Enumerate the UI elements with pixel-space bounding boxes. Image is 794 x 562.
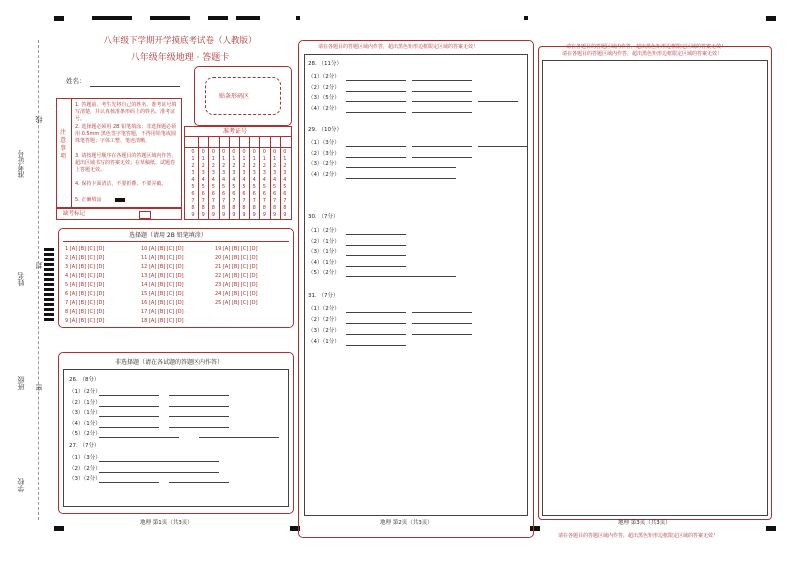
exam-digit[interactable]: 3: [252, 170, 256, 176]
exam-digit[interactable]: 1: [201, 156, 205, 162]
answer-line[interactable]: [346, 146, 406, 147]
exam-digit[interactable]: 6: [262, 191, 266, 197]
notice-box: [56, 98, 182, 208]
exam-digit[interactable]: 7: [201, 198, 205, 204]
answer-line[interactable]: [169, 427, 229, 428]
registration-mark: [150, 16, 190, 20]
exam-digit[interactable]: 4: [222, 177, 226, 183]
exam-digit[interactable]: 2: [262, 163, 266, 169]
answer-item-label: （1）（3分）: [308, 140, 340, 146]
side-ticks: [44, 248, 54, 321]
registration-mark: [766, 526, 776, 531]
side-label-name: 姓名: [17, 272, 25, 286]
exam-digit[interactable]: 1: [273, 156, 277, 162]
answer-line[interactable]: [346, 312, 406, 313]
exam-digit[interactable]: 8: [262, 205, 266, 211]
answer-item-label: （4）（1分）: [69, 420, 101, 427]
binding-line: [38, 40, 39, 520]
exam-digit[interactable]: 6: [273, 191, 277, 197]
answer-line[interactable]: [169, 416, 229, 417]
exam-digit[interactable]: 2: [201, 163, 205, 169]
mc-question[interactable]: 24 [A] [B] [C] [D]: [215, 291, 258, 297]
answer-line[interactable]: [412, 91, 472, 92]
exam-digit[interactable]: 2: [273, 163, 277, 169]
exam-digit[interactable]: 9: [211, 212, 215, 218]
exam-digit[interactable]: 7: [283, 198, 287, 204]
answer-item-label: （4）（2分）: [308, 105, 340, 112]
answer-line[interactable]: [199, 437, 279, 438]
answer-line[interactable]: [346, 101, 406, 102]
answer-item-label: （2）（1分）: [69, 399, 101, 406]
mc-question[interactable]: 25 [A] [B] [C] [D]: [215, 300, 258, 306]
q26-title: 26. （8分）: [69, 377, 100, 383]
registration-mark: [236, 16, 260, 20]
mc-question[interactable]: 1 [A] [B] [C] [D]: [65, 246, 105, 252]
answer-line[interactable]: [346, 266, 406, 267]
exam-digit[interactable]: 4: [262, 177, 266, 183]
exam-digit[interactable]: 1: [252, 156, 256, 162]
answer-line[interactable]: [412, 101, 472, 102]
answer-item-label: （2）（1分）: [308, 238, 340, 245]
exam-digit[interactable]: 8: [232, 205, 236, 211]
answer-item-label: （5）（2分）: [308, 270, 340, 276]
nonmc-section: [58, 352, 294, 514]
exam-digit[interactable]: 1: [283, 156, 287, 162]
exam-digit[interactable]: 5: [191, 184, 195, 190]
mc-question[interactable]: 2 [A] [B] [C] [D]: [65, 255, 105, 261]
page-2-answer-box: [304, 54, 528, 516]
page-footer-2: 地理 第2页（共3页）: [380, 520, 433, 526]
notice-item: 4. 保持卡面清洁，不要折叠、不要弄破。: [75, 181, 167, 187]
exam-digit[interactable]: 2: [191, 163, 195, 169]
exam-digit[interactable]: 9: [222, 212, 226, 218]
answer-line[interactable]: [99, 395, 159, 396]
q27-title: 27. （7分）: [69, 443, 100, 449]
exam-digit[interactable]: 8: [222, 205, 226, 211]
filled-example: [115, 198, 125, 202]
mc-question[interactable]: 23 [A] [B] [C] [D]: [215, 282, 258, 288]
answer-line[interactable]: [346, 334, 406, 335]
barcode-label: 贴条形码区: [219, 93, 250, 100]
answer-item-label: （1）（2分）: [308, 74, 340, 80]
registration-mark: [208, 16, 228, 20]
answer-line[interactable]: [412, 323, 472, 324]
answer-item-label: （1）（2分）: [308, 228, 340, 234]
mc-question[interactable]: 6 [A] [B] [C] [D]: [65, 291, 105, 297]
answer-line[interactable]: [412, 334, 472, 335]
page-subtitle: 八年级年级地理 · 答题卡: [130, 53, 230, 63]
mc-question[interactable]: 8 [A] [B] [C] [D]: [65, 309, 105, 315]
page-3-warning-bottom: 请在各题目的答题区域内作答，超出黑色矩形边框限定区域的答案无效！: [558, 533, 719, 539]
exam-digit[interactable]: 5: [201, 184, 205, 190]
exam-digit[interactable]: 2: [222, 163, 226, 169]
page-3-warning-top: 请在各题目的答题区域内作答，超出黑色矩形边框限定区域的答案无效！: [566, 44, 727, 50]
mc-question[interactable]: 3 [A] [B] [C] [D]: [65, 264, 105, 270]
mc-question[interactable]: 21 [A] [B] [C] [D]: [215, 264, 258, 270]
exam-digit[interactable]: 9: [191, 212, 195, 218]
exam-digit[interactable]: 6: [201, 191, 205, 197]
answer-line[interactable]: [99, 461, 219, 462]
side-label-school: 学校: [17, 478, 25, 492]
exam-digit[interactable]: 7: [232, 198, 236, 204]
answer-line[interactable]: [99, 416, 159, 417]
answer-line[interactable]: [99, 437, 179, 438]
exam-digit[interactable]: 5: [211, 184, 215, 190]
answer-line[interactable]: [169, 482, 229, 483]
mc-title: 选择题（请用 2B 铅笔填涂）: [129, 232, 207, 239]
mc-question[interactable]: 9 [A] [B] [C] [D]: [65, 318, 105, 324]
side-label-line: 线: [35, 116, 43, 123]
answer-line[interactable]: [346, 80, 406, 81]
name-field[interactable]: [90, 86, 180, 87]
exam-digit[interactable]: 0: [273, 149, 277, 155]
exam-digit[interactable]: 2: [283, 163, 287, 169]
exam-digit[interactable]: 4: [201, 177, 205, 183]
exam-digit[interactable]: 2: [242, 163, 246, 169]
exam-digit[interactable]: 4: [211, 177, 215, 183]
exam-digit[interactable]: 7: [273, 198, 277, 204]
answer-item-label: （3）（2分）: [69, 476, 101, 482]
exam-digit[interactable]: 6: [252, 191, 256, 197]
exam-digit[interactable]: 5: [252, 184, 256, 190]
answer-item-label: （2）（2分）: [308, 84, 340, 91]
exam-digit[interactable]: 7: [191, 198, 195, 204]
answer-item-label: （3）（1分）: [69, 410, 101, 416]
side-label-bind: 密: [35, 384, 43, 391]
exam-digit[interactable]: 7: [211, 198, 215, 204]
page-title: 八年级下学期开学摸底考试卷（人教版）: [103, 36, 257, 46]
notice-item: 1. 答题前，考生先将自己的姓名、准考证号填写清楚，并认真核准条形码上的姓名、准考证号。: [75, 102, 177, 122]
mc-question[interactable]: 4 [A] [B] [C] [D]: [65, 273, 105, 279]
exam-digit[interactable]: 0: [211, 149, 215, 155]
answer-item-label: （3）（2分）: [308, 328, 340, 334]
answer-item-label: （3）（2分）: [308, 161, 340, 167]
exam-digit[interactable]: 3: [262, 170, 266, 176]
registration-mark: [766, 16, 776, 21]
side-label-exam-no: 准考证号: [17, 150, 25, 178]
answer-line[interactable]: [346, 276, 456, 277]
exam-digit[interactable]: 9: [273, 212, 277, 218]
answer-item-label: （5）（2分）: [69, 431, 101, 437]
absent-label: 缺考标记: [63, 211, 86, 217]
answer-item-label: （4）（1分）: [308, 339, 340, 345]
answer-item-label: （4）（2分）: [308, 171, 340, 178]
exam-digit[interactable]: 8: [191, 205, 195, 211]
exam-digit[interactable]: 6: [211, 191, 215, 197]
answer-line[interactable]: [169, 395, 229, 396]
exam-digit[interactable]: 9: [242, 212, 246, 218]
mc-question[interactable]: 13 [A] [B] [C] [D]: [141, 273, 184, 279]
exam-digit[interactable]: 6: [191, 191, 195, 197]
answer-item-label: （3）（1分）: [308, 249, 340, 255]
exam-digit[interactable]: 0: [191, 149, 195, 155]
mc-section: [58, 228, 294, 328]
side-label-class: 班级: [17, 376, 25, 390]
answer-line[interactable]: [346, 178, 456, 179]
mc-question[interactable]: 14 [A] [B] [C] [D]: [141, 282, 184, 288]
exam-digit[interactable]: 7: [252, 198, 256, 204]
question-title: 28. （11分）: [308, 61, 342, 67]
answer-line[interactable]: [412, 157, 472, 158]
exam-digit[interactable]: 5: [242, 184, 246, 190]
exam-digit[interactable]: 4: [242, 177, 246, 183]
notice-item: 2. 选择题必须用 2B 铅笔填涂；非选择题必须用 0.5mm 黑色签字笔答题，不得用铅笔或圆珠笔答题；字体工整、笔迹清晰。: [75, 124, 177, 144]
exam-digit[interactable]: 9: [262, 212, 266, 218]
exam-digit[interactable]: 1: [222, 156, 226, 162]
exam-no-grid: [184, 126, 292, 220]
answer-line[interactable]: [346, 167, 456, 168]
answer-line[interactable]: [99, 406, 159, 407]
mc-question[interactable]: 12 [A] [B] [C] [D]: [141, 264, 184, 270]
answer-item-label: （2）（2分）: [69, 465, 101, 472]
exam-digit[interactable]: 3: [201, 170, 205, 176]
exam-digit[interactable]: 1: [191, 156, 195, 162]
answer-line[interactable]: [99, 482, 159, 483]
answer-line[interactable]: [346, 234, 406, 235]
exam-digit[interactable]: 8: [242, 205, 246, 211]
exam-digit[interactable]: 4: [252, 177, 256, 183]
answer-item-label: （2）（2分）: [308, 317, 340, 323]
exam-digit[interactable]: 6: [242, 191, 246, 197]
exam-digit[interactable]: 3: [232, 170, 236, 176]
answer-line[interactable]: [346, 345, 406, 346]
exam-digit[interactable]: 2: [232, 163, 236, 169]
answer-line[interactable]: [169, 406, 229, 407]
answer-line[interactable]: [412, 146, 472, 147]
registration-mark: [524, 16, 528, 20]
exam-digit[interactable]: 6: [283, 191, 287, 197]
exam-digit[interactable]: 9: [201, 212, 205, 218]
answer-item-label: （1）（2分）: [308, 306, 340, 312]
exam-digit[interactable]: 7: [242, 198, 246, 204]
answer-line[interactable]: [412, 112, 472, 113]
answer-item-label: （1）（3分）: [69, 455, 101, 461]
exam-digit[interactable]: 0: [222, 149, 226, 155]
answer-line[interactable]: [99, 472, 219, 473]
mc-question[interactable]: 17 [A] [B] [C] [D]: [141, 309, 184, 315]
answer-line[interactable]: [412, 312, 472, 313]
mc-question[interactable]: 11 [A] [B] [C] [D]: [141, 255, 184, 261]
exam-digit[interactable]: 5: [283, 184, 287, 190]
exam-digit[interactable]: 0: [252, 149, 256, 155]
exam-digit[interactable]: 9: [252, 212, 256, 218]
exam-no-label: 准考证号: [223, 128, 248, 135]
exam-digit[interactable]: 0: [232, 149, 236, 155]
answer-line[interactable]: [478, 101, 518, 102]
exam-digit[interactable]: 0: [242, 149, 246, 155]
exam-digit[interactable]: 0: [283, 149, 287, 155]
exam-digit[interactable]: 3: [191, 170, 195, 176]
exam-digit[interactable]: 0: [262, 149, 266, 155]
notice-item: 3. 请按题号顺序在各题目的答题区域内作答，超出区域书写的答案无效；在草稿纸、试题卷上答题无效。: [75, 153, 177, 173]
answer-line[interactable]: [346, 91, 406, 92]
question-title: 30. （7分）: [308, 214, 339, 220]
answer-line[interactable]: [346, 323, 406, 324]
exam-digit[interactable]: 8: [283, 205, 287, 211]
nonmc-title: 非选择题（请在各试题的答题区内作答）: [115, 359, 224, 366]
mc-question[interactable]: 19 [A] [B] [C] [D]: [215, 246, 258, 252]
exam-digit[interactable]: 3: [242, 170, 246, 176]
answer-item-label: （2）（3分）: [308, 150, 340, 157]
exam-digit[interactable]: 3: [211, 170, 215, 176]
notice-item: 5. 正确填涂: [75, 197, 102, 203]
exam-digit[interactable]: 1: [211, 156, 215, 162]
exam-digit[interactable]: 2: [252, 163, 256, 169]
registration-mark: [54, 16, 64, 21]
exam-digit[interactable]: 6: [222, 191, 226, 197]
mc-question[interactable]: 18 [A] [B] [C] [D]: [141, 318, 184, 324]
mc-question[interactable]: 10 [A] [B] [C] [D]: [141, 246, 184, 252]
absent-checkbox[interactable]: [139, 211, 151, 219]
absent-box: [56, 208, 182, 220]
exam-digit[interactable]: 0: [201, 149, 205, 155]
exam-digit[interactable]: 3: [273, 170, 277, 176]
answer-line[interactable]: [412, 80, 472, 81]
side-label-seal: 封: [35, 262, 43, 269]
mc-question[interactable]: 15 [A] [B] [C] [D]: [141, 291, 184, 297]
exam-digit[interactable]: 7: [222, 198, 226, 204]
answer-item-label: （1）（2分）: [69, 389, 101, 395]
page-footer-1: 地理 第1页（共3页）: [140, 520, 193, 526]
page-footer-3: 地理 第3页（共3页）: [618, 520, 671, 526]
exam-digit[interactable]: 8: [252, 205, 256, 211]
exam-digit[interactable]: 8: [201, 205, 205, 211]
answer-line[interactable]: [99, 427, 159, 428]
exam-digit[interactable]: 4: [191, 177, 195, 183]
answer-line[interactable]: [346, 112, 406, 113]
page-3-answer-box: [542, 60, 768, 516]
notice-title: 注意事项: [60, 129, 67, 160]
registration-mark: [296, 16, 300, 20]
exam-digit[interactable]: 5: [222, 184, 226, 190]
page-2-warning-top: 请在各题目的答题区域内作答，超出黑色矩形边框限定区域的答案无效！: [318, 44, 479, 50]
exam-digit[interactable]: 1: [232, 156, 236, 162]
exam-digit[interactable]: 4: [273, 177, 277, 183]
exam-digit[interactable]: 1: [242, 156, 246, 162]
answer-line[interactable]: [346, 245, 406, 246]
exam-digit[interactable]: 3: [283, 170, 287, 176]
exam-digit[interactable]: 5: [262, 184, 266, 190]
mc-question[interactable]: 20 [A] [B] [C] [D]: [215, 255, 258, 261]
barcode-area: [194, 66, 292, 126]
exam-digit[interactable]: 5: [273, 184, 277, 190]
exam-digit[interactable]: 3: [222, 170, 226, 176]
question-title: 29. （10分）: [308, 127, 342, 133]
mc-question[interactable]: 16 [A] [B] [C] [D]: [141, 300, 184, 306]
exam-digit[interactable]: 9: [232, 212, 236, 218]
answer-line[interactable]: [478, 146, 528, 147]
registration-mark: [54, 526, 64, 531]
mc-question[interactable]: 7 [A] [B] [C] [D]: [65, 300, 105, 306]
exam-digit[interactable]: 2: [211, 163, 215, 169]
exam-digit[interactable]: 8: [273, 205, 277, 211]
name-label: 姓名：: [66, 77, 86, 85]
page-3-warning-top-2: 请在各题目的答题区域内作答，超出黑色矩形边框限定区域的答案无效！: [562, 51, 723, 57]
exam-digit[interactable]: 9: [283, 212, 287, 218]
answer-item-label: （4）（1分）: [308, 259, 340, 266]
answer-item-label: （3）（5分）: [308, 95, 340, 101]
mc-question[interactable]: 5 [A] [B] [C] [D]: [65, 282, 105, 288]
answer-line[interactable]: [346, 157, 406, 158]
exam-digit[interactable]: 8: [211, 205, 215, 211]
exam-digit[interactable]: 4: [232, 177, 236, 183]
question-title: 31. （7分）: [308, 293, 339, 299]
registration-mark: [92, 16, 132, 20]
exam-digit[interactable]: 1: [262, 156, 266, 162]
exam-digit[interactable]: 7: [262, 198, 266, 204]
mc-question[interactable]: 22 [A] [B] [C] [D]: [215, 273, 258, 279]
exam-digit[interactable]: 4: [283, 177, 287, 183]
answer-line[interactable]: [346, 255, 406, 256]
exam-digit[interactable]: 5: [232, 184, 236, 190]
exam-digit[interactable]: 6: [232, 191, 236, 197]
